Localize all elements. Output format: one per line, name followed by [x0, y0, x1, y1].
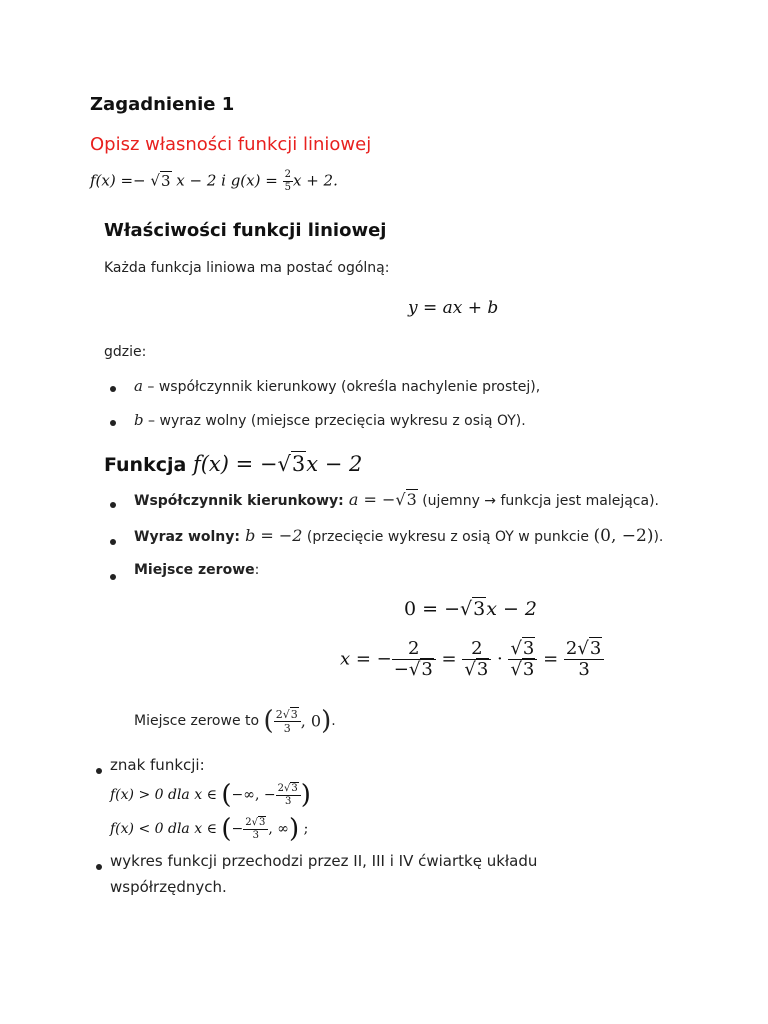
general-form: y = ax + b — [408, 298, 499, 318]
props-item-a — [134, 377, 540, 395]
task-g-tail: x + 2. — [292, 171, 338, 190]
task-f-label: f(x) =− — [90, 171, 151, 190]
free-line — [134, 526, 663, 546]
bullet-graph — [96, 864, 102, 870]
zero-result: Miejsce zerowe to ( $\frac{2√3}{3}$ , 0). — [134, 706, 336, 736]
func-heading-word: Funkcja — [104, 454, 193, 476]
zero-result-y: , 0 — [300, 711, 322, 731]
sign-neg-frac: $\frac{2√3}{3}$ — [243, 818, 268, 841]
symbol-b: b — [134, 411, 144, 429]
sign-neg-inf: , ∞ — [268, 821, 289, 837]
eq1-post: x − 2 — [486, 598, 538, 620]
eq2-frac-1: $\frac{2}{-√3}$ — [392, 640, 436, 679]
sign-neg-semicolon: ; — [299, 821, 309, 837]
bullet-free — [110, 539, 116, 545]
sign-pos-frac: $\frac{2√3}{3}$ — [276, 784, 301, 807]
zero-label: Miejsce zerowe — [134, 562, 255, 578]
task-f-tail: x − 2 i g(x) = — [171, 171, 283, 190]
func-heading-sqrt: √3 — [277, 452, 306, 476]
sign-pos-lhs: f(x) > 0 dla x ∈ — [110, 787, 222, 803]
eq2-frac-3: $\frac{√3}{√3}$ — [508, 640, 537, 679]
free-math: b = −2 — [239, 526, 303, 545]
eq2-x: x = − — [340, 648, 392, 670]
eq1-pre: 0 = − — [404, 598, 461, 620]
bullet-b — [110, 420, 116, 426]
func-heading — [104, 452, 362, 476]
coef-label: Współczynnik kierunkowy: — [134, 493, 344, 509]
eq1-sqrt: √3 — [460, 598, 486, 620]
bullet-coef — [110, 502, 116, 508]
sign-pos-inf: −∞, − — [231, 787, 276, 803]
graph-line-1: wykres funkcji przechodzi przez II, III i IV ćwiartkę układu — [110, 852, 538, 870]
eq2-eq-b: = — [537, 648, 564, 670]
page-subtitle: Opisz własności funkcji liniowej — [90, 134, 372, 155]
task-sqrt: √3 — [150, 171, 171, 190]
zero-result-text: Miejsce zerowe to — [134, 713, 264, 729]
free-tail-2: ). — [653, 529, 664, 545]
bullet-zero — [110, 574, 116, 580]
zero-eq2 — [340, 640, 604, 679]
zero-result-frac: $\frac{2√3}{3}$ — [274, 709, 301, 734]
item-a-text: – współczynnik kierunkowy (określa nachylenie prostej), — [142, 379, 541, 395]
free-label: Wyraz wolny: — [134, 529, 240, 545]
task-g-fraction: $\frac{2}{5}$ — [284, 169, 291, 193]
graph-line-2: współrzędnych. — [110, 878, 227, 896]
sign-neg-lhs: f(x) < 0 dla x ∈ — [110, 821, 222, 837]
func-heading-post: x − 2 — [306, 452, 363, 476]
zero-line — [134, 562, 259, 578]
bullet-a — [110, 386, 116, 392]
sign-label: znak funkcji: — [110, 756, 205, 774]
page-title: Zagadnienie 1 — [90, 94, 235, 115]
item-b-text: – wyraz wolny (miejsce przecięcia wykresu z osią OY). — [143, 413, 526, 429]
eq2-frac-2: $\frac{2}{√3}$ — [462, 640, 491, 679]
bullet-sign — [96, 768, 102, 774]
sign-negative: f(x) < 0 dla x ∈ (− $\frac{2√3}{3}$ , ∞) ; — [110, 814, 309, 844]
zero-colon: : — [254, 562, 260, 578]
props-heading: Właściwości funkcji liniowej — [104, 220, 387, 241]
task-formula — [90, 170, 338, 193]
coef-math: a = − — [343, 490, 396, 509]
symbol-a: a — [134, 377, 143, 395]
coef-sqrt: √3 — [395, 490, 417, 509]
eq2-frac-4: $\frac{2√3}{3}$ — [564, 640, 604, 679]
eq2-eq-a: = — [435, 648, 463, 670]
free-tail-1: (przecięcie wykresu z osią OY w punkcie — [302, 529, 594, 545]
props-where: gdzie: — [104, 344, 147, 360]
props-intro: Każda funkcja liniowa ma postać ogólną: — [104, 260, 390, 276]
eq2-dot: · — [491, 648, 509, 670]
coef-tail: (ujemny → funkcja jest malejąca). — [417, 493, 659, 509]
sign-neg-minus: − — [231, 821, 244, 837]
sign-positive: f(x) > 0 dla x ∈ (−∞, − $\frac{2√3}{3}$ ) — [110, 780, 311, 810]
func-heading-pre: f(x) = − — [192, 452, 278, 476]
zero-eq1 — [404, 598, 537, 620]
free-point: (0, −2) — [593, 526, 654, 546]
props-item-b — [134, 411, 526, 429]
coef-line — [134, 490, 659, 509]
